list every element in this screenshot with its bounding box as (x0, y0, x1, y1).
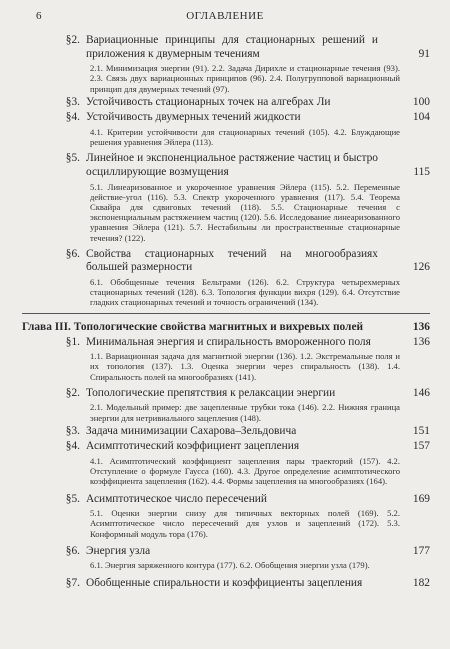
page-ref: 100 (412, 95, 430, 108)
subsection-list: 5.1. Оценки энергии снизу для типичных векторных полей (169). 5.2. Асимптотическое число пересечений для узлов и зацеплений (172). 5.3. Конформный модуль тора (176). (90, 508, 400, 539)
section-title[interactable]: Свойства стационарных течений на многообразиях большей размерности (86, 247, 378, 274)
section-title[interactable]: Асимптотический коэффициент зацепления (86, 440, 300, 453)
toc-entry[interactable] (40, 387, 430, 423)
toc-entry[interactable] (40, 577, 430, 591)
section-title[interactable]: Вариационные принципы для стационарных решений и приложения к двумерным течениям (86, 34, 378, 60)
section-number: §5. (65, 492, 80, 505)
section-number: §6. (65, 247, 80, 260)
chapter-page-ref: 136 (412, 320, 430, 333)
toc-entry[interactable] (40, 248, 430, 308)
section-number: §3. (65, 95, 80, 108)
subsection-list: 4.1. Асимптотический коэффициент зацепления пары траекторий (157). 4.2. Отступление о формуле Гаусса (160). 4.3. Другое определение асимптотического коэффициента зацепления (162). 4.4. Формы зацепления на многообразиях (164). (90, 455, 400, 487)
page-ref: 169 (412, 492, 430, 505)
chapter-title[interactable]: Глава III. Топологические свойства магнитных и вихревых полей (22, 320, 364, 333)
page-ref: 91 (418, 47, 430, 60)
page-ref: 151 (412, 424, 430, 437)
subsection-list: 6.1. Обобщенные течения Бельтрами (126). 6.2. Структура четырехмерных стационарных течений (128). 6.3. Топология функции вихря (129). 6.4. Отсутствие гладких стационарных течений и точность ограничений (134). (90, 276, 400, 308)
toc-entry[interactable] (40, 336, 430, 382)
subsection-list: 6.1. Энергия заряженного контура (177). 6.2. Обобщения энергии узла (179). (90, 560, 370, 571)
section-title[interactable]: Минимальная энергия и спиральность вмороженного поля (86, 335, 371, 348)
page-ref: 126 (412, 261, 430, 274)
toc-entry[interactable] (40, 545, 430, 571)
section-number: §7. (65, 576, 80, 589)
page-ref: 182 (412, 576, 430, 589)
section-number: §4. (65, 111, 80, 124)
page-ref: 177 (412, 544, 430, 557)
subsection-list: 2.1. Минимизация энергии (91). 2.2. Задача Дирихле и стационарные течения (93). 2.3. Связь двух вариационных принципов (96). 2.4. Полугрупповой вариационный принцип для двумерных течений (97). (90, 63, 400, 94)
section-title[interactable]: Топологические препятствия к релаксации энергии (86, 386, 336, 399)
divider (22, 313, 430, 314)
page-ref: 104 (412, 111, 430, 124)
section-title[interactable]: Задача минимизации Сахарова–Зельдовича (86, 424, 297, 437)
subsection-list: 4.1. Критерии устойчивости для стационарных течений (105). 4.2. Блуждающие решения уравнения Эйлера (113). (90, 126, 400, 148)
toc-entry[interactable] (40, 440, 430, 486)
toc-entry[interactable] (40, 425, 430, 439)
subsection-list: 5.1. Линеаризованное и укороченное уравнения Эйлера (115). 5.2. Переменные действие-угол (116). 5.3. Спектр укороченного уравнения (117). 5.4. Теорема Сквайра для сдвиговых течений (118). 5.5. Стационарные течения с экспоненциальным растяжением частиц (120). 5.6. Исследование линеаризованного уравнения Эйлера (121). 5.7. Нестабильны ли пространственные стационарные течения? (122). (90, 181, 400, 243)
subsection-list: 1.1. Вариационная задача для магнитной энергии (136). 1.2. Экстремальные поля и их топология (137). 1.3. Оценка энергии через спиральность (138). 1.4. Спиральность полей на многообразиях (141). (90, 351, 400, 382)
page-ref: 115 (413, 165, 430, 178)
section-title[interactable]: Энергия узла (86, 544, 151, 557)
toc-entry[interactable] (40, 34, 430, 94)
section-title[interactable]: Обобщенные спиральности и коэффициенты зацепления (86, 576, 363, 589)
toc-entry[interactable] (40, 96, 430, 110)
page-ref: 157 (412, 440, 430, 453)
toc-entry[interactable] (40, 493, 430, 539)
section-number: §2. (65, 34, 80, 46)
section-number: §5. (65, 152, 80, 165)
toc-entry[interactable] (40, 152, 430, 242)
section-number: §3. (65, 424, 80, 437)
toc-entry[interactable] (40, 111, 430, 147)
section-title[interactable]: Устойчивость двумерных течений жидкости (86, 111, 301, 124)
section-number: §6. (65, 544, 80, 557)
section-title[interactable]: Линейное и экспоненциальное растяжение частиц и быстро осциллирующие возмущения (86, 152, 378, 178)
section-title[interactable]: Асимптотическое число пересечений (86, 492, 267, 505)
chapter-heading[interactable] (22, 320, 430, 334)
page-ref: 146 (412, 386, 430, 399)
page-number: 6 (36, 10, 42, 22)
running-title: ОГЛАВЛЕНИЕ (186, 10, 264, 22)
section-number: §4. (65, 440, 80, 453)
page-ref: 136 (412, 335, 430, 348)
section-number: §1. (65, 335, 80, 348)
section-title[interactable]: Устойчивость стационарных точек на алгебрах Ли (86, 95, 331, 108)
subsection-list: 2.1. Модельный пример: две зацепленные трубки тока (146). 2.2. Нижняя граница энергии для нетривиального зацепления (148). (90, 402, 400, 423)
table-of-contents (22, 34, 430, 590)
section-number: §2. (65, 386, 80, 399)
